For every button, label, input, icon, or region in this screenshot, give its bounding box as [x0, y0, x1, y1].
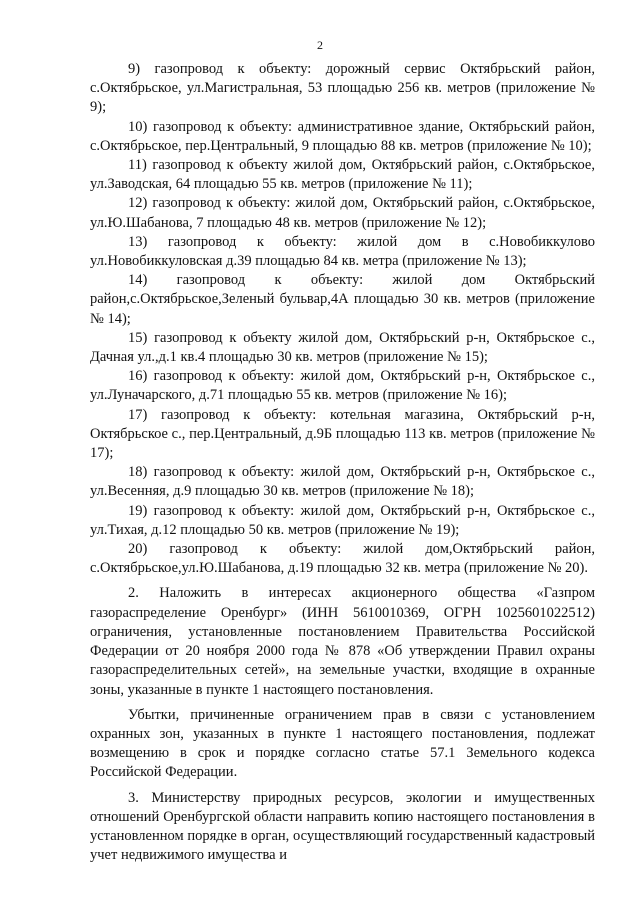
list-item-11: 11) газопровод к объекту жилой дом, Октябрьский район, с.Октябрьское, ул.Заводская, 64 площадью 55 кв. метров (приложение № 11);: [90, 157, 595, 193]
list-item-15: 15) газопровод к объекту жилой дом, Октябрьский р-н, Октябрьское с., Дачная ул.,д.1 кв.4 площадью 30 кв. метров (приложение № 15);: [90, 329, 595, 366]
damages-paragraph: Убытки, причиненные ограничением прав в связи с установлением охранных зон, указанных в пункте 1 настоящего постановления, подлежат возмещению в срок и порядке согласно статье 57.1 Земельного кодекса Российской Федерации.: [90, 706, 595, 781]
list-item-17: 17) газопровод к объекту: котельная магазина, Октябрьский р-н, Октябрьское с., пер.Центральный, д.9Б площадью 113 кв. метров (приложение № 17);: [90, 406, 595, 462]
document-body: [90, 60, 595, 865]
list-item-18: 18) газопровод к объекту: жилой дом, Октябрьский р-н, Октябрьское с., ул.Весенняя, д.9 площадью 30 кв. метров (приложение № 18);: [90, 464, 595, 500]
list-item-14: 14) газопровод к объекту: жилой дом Октябрьский район,с.Октябрьское,Зеленый бульвар,4А площадью 30 кв. метров (приложение № 14);: [90, 272, 595, 327]
list-item-12: 12) газопровод к объекту: жилой дом, Октябрьский район, с.Октябрьское, ул.Ю.Шабанова, 7 площадью 48 кв. метров (приложение № 12);: [90, 195, 595, 231]
list-item-13: 13) газопровод к объекту: жилой дом в с.Новобиккулово ул.Новобиккуловская д.39 площадью 84 кв. метра (приложение № 13);: [90, 233, 595, 270]
list-item-19: 19) газопровод к объекту: жилой дом, Октябрьский р-н, Октябрьское с., ул.Тихая, д.12 площадью 50 кв. метров (приложение № 19);: [90, 502, 595, 538]
page-number: 2: [317, 38, 323, 52]
section-2-paragraph: 2. Наложить в интересах акционерного общества «Газпром газораспределение Оренбург» (ИНН 5610010369, ОГРН 1025601022512) ограничения, установленные постановлением Правительства Российской Федерации от 20 ноября 2000 года № 878 «Об утверждении Правил охраны газораспределительных сетей», на земельные участки, входящие в охранные зоны, указанные в пункте 1 настоящего постановления.: [90, 585, 595, 698]
list-item-9: 9) газопровод к объекту: дорожный сервис Октябрьский район, с.Октябрьское, ул.Магистральная, 53 площадью 256 кв. метров (приложение № 9);: [90, 61, 595, 116]
list-item-10: 10) газопровод к объекту: административное здание, Октябрьский район, с.Октябрьское, пер.Центральный, 9 площадью 88 кв. метров (приложение № 10);: [90, 118, 595, 154]
list-item-20: 20) газопровод к объекту: жилой дом,Октябрьский район, с.Октябрьское,ул.Ю.Шабанова, д.19 площадью 32 кв. метра (приложение № 20).: [90, 541, 595, 577]
list-item-16: 16) газопровод к объекту: жилой дом, Октябрьский р-н, Октябрьское с., ул.Луначарского, д.71 площадью 55 кв. метров (приложение № 16);: [90, 368, 595, 404]
section-3-paragraph: 3. Министерству природных ресурсов, экологии и имущественных отношений Оренбургской области направить копию настоящего постановления в установленном порядке в орган, осуществляющий государственный кадастровый учет недвижимого имущества и: [90, 789, 595, 864]
